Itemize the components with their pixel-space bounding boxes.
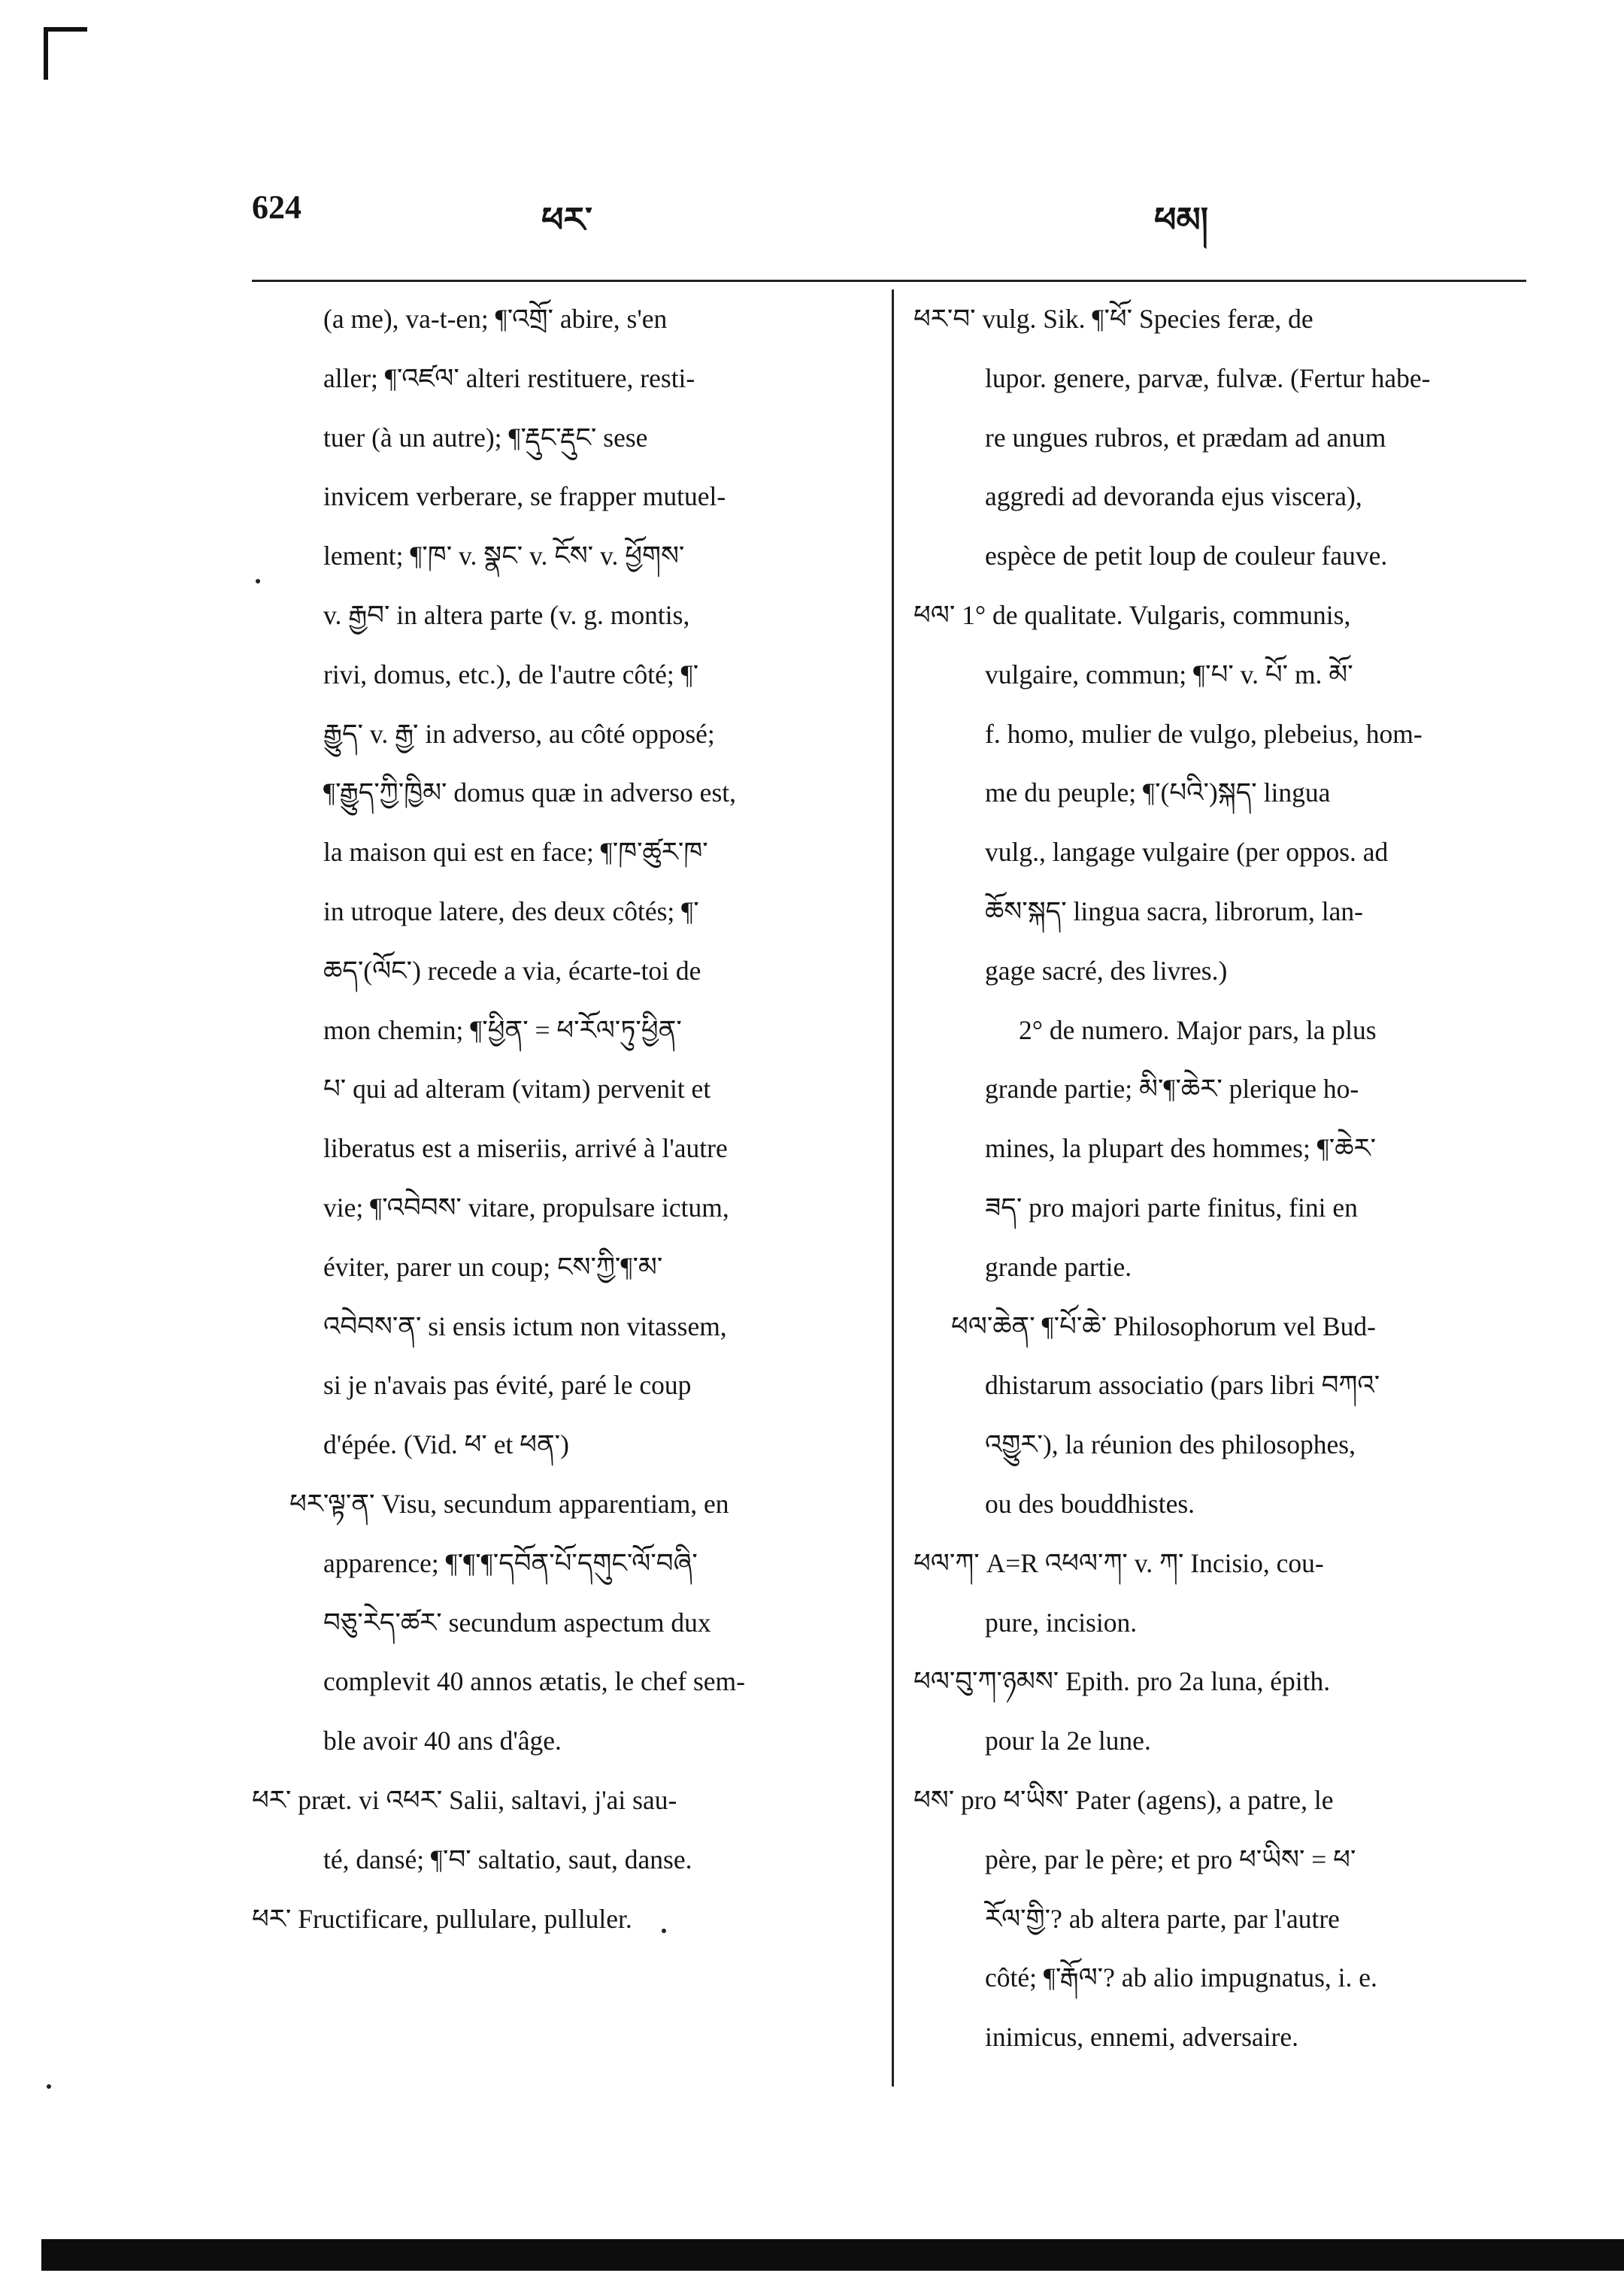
- text-line: vie; ¶་འབེབས་ vitare, propulsare ictum,: [323, 1192, 729, 1223]
- text-line: in utroque latere, des deux côtés; ¶་: [323, 896, 699, 926]
- text-line: invicem verberare, se frapper mutuel-: [323, 481, 726, 512]
- text-line: རྒྱུད་ v. རྒྱ་ in adverso, au côté opposé;: [323, 718, 715, 749]
- header-rule: [252, 280, 1526, 282]
- text-line: apparence; ¶་¶་¶་དབོན་པོ་དགུང་ལོ་བཞི་: [323, 1547, 698, 1578]
- page-corner-mark: [44, 27, 87, 32]
- left-column: [252, 289, 880, 1948]
- text-line: mon chemin; ¶་ཕྱིན་ = ཕ་རོལ་ཏུ་ཕྱིན་: [323, 1014, 682, 1045]
- text-line: grande partie; མི་¶་ཆེར་ plerique ho-: [985, 1074, 1359, 1105]
- text-line: d'épée. (Vid. ཕ་ et ཕན་): [323, 1429, 569, 1460]
- text-line: la maison qui est en face; ¶་ཁ་ཚུར་ཁ་: [323, 837, 708, 868]
- text-line: འབེབས་ན་ si ensis ictum non vitassem,: [323, 1311, 727, 1341]
- column-divider: [892, 289, 894, 2087]
- text-line: tuer (à un autre); ¶་རྡུང་རྡུང་ sese: [323, 422, 648, 453]
- text-line: ཆོས་སྐད་ lingua sacra, librorum, lan-: [985, 896, 1363, 926]
- text-line: lupor. genere, parvæ, fulvæ. (Fertur habe-: [985, 362, 1431, 393]
- text-line: liberatus est a miseriis, arrivé à l'autre: [323, 1133, 728, 1164]
- text-line: ¶་རྒྱུད་ཀྱི་ཁྱིམ་ domus quæ in adverso est,: [323, 777, 736, 808]
- text-line: me du peuple; ¶་(པའི་)སྐད་ lingua: [985, 777, 1331, 808]
- text-line: v. རྒྱབ་ in altera parte (v. g. montis,: [323, 599, 690, 630]
- text-line: inimicus, ennemi, adversaire.: [985, 2022, 1298, 2053]
- text-line: pure, incision.: [985, 1607, 1138, 1638]
- text-line: པ་ qui ad alteram (vitam) pervenit et: [323, 1074, 711, 1105]
- text-line: rivi, domus, etc.), de l'autre côté; ¶་: [323, 659, 699, 689]
- text-line: vulgaire, commun; ¶་པ་ v. པོ་ m. མོ་: [985, 659, 1353, 689]
- entry-headword-line: ཕས་ pro ཕ་ཡིས་ Pater (agens), a patre, le: [914, 1784, 1334, 1815]
- ink-speck: [256, 579, 260, 583]
- text-line: ཟད་ pro majori parte finitus, fini en: [985, 1192, 1358, 1223]
- text-line: gage sacré, des livres.): [985, 955, 1228, 986]
- text-line: pour la 2e lune.: [985, 1726, 1151, 1756]
- right-column: [914, 289, 1534, 2067]
- entry-headword-line: ཕལ་ཆེན་ ¶་པོ་ཆེ་ Philosophorum vel Bud-: [951, 1311, 1377, 1341]
- entry-headword-line: ཕལ་ 1° de qualitate. Vulgaris, communis,: [914, 599, 1351, 630]
- running-head-left: ཕར་: [541, 199, 592, 240]
- text-line: côté; ¶་རྒོལ་? ab alio impugnatus, i. e.: [985, 1962, 1377, 1993]
- text-line: si je n'avais pas évité, paré le coup: [323, 1370, 692, 1401]
- page-corner-mark-vertical: [44, 27, 48, 80]
- entry-headword-line: ཕར་ præt. vi འཕར་ Salii, saltavi, j'ai sau-: [252, 1784, 677, 1815]
- text-line: grande partie.: [985, 1251, 1132, 1282]
- scan-bottom-edge: [41, 2239, 1624, 2271]
- text-line: aller; ¶་འཛལ་ alteri restituere, resti-: [323, 362, 695, 393]
- text-line: complevit 40 annos ætatis, le chef sem-: [323, 1666, 745, 1697]
- entry-headword-line: ཕར་ལྟ་ན་ Visu, secundum apparentiam, en: [289, 1488, 729, 1519]
- text-line: འགྱུར་), la réunion des philosophes,: [985, 1429, 1356, 1460]
- ink-speck: [662, 1929, 666, 1933]
- text-line: (a me), va-t-en; ¶་འགྲོ་ abire, s'en: [323, 304, 668, 334]
- text-line: éviter, parer un coup; ངས་ཀྱི་¶་མ་: [323, 1251, 663, 1282]
- text-line: lement; ¶་ཁ་ v. སྣང་ v. ངོས་ v. ཕྱོགས་: [323, 541, 685, 571]
- text-line: ble avoir 40 ans d'âge.: [323, 1726, 562, 1756]
- text-line: བཅུ་རེད་ཚར་ secundum aspectum dux: [323, 1607, 711, 1638]
- text-line: re ungues rubros, et prædam ad anum: [985, 422, 1386, 453]
- entry-headword-line: ཕལ་ཀ་ A=R འཕལ་ཀ་ v. ཀ་ Incisio, cou-: [914, 1547, 1324, 1578]
- entry-headword-line: ཕར་བ་ vulg. Sik. ¶་ཕོ་ Species feræ, de: [914, 304, 1313, 334]
- text-line: vulg., langage vulgaire (per oppos. ad: [985, 837, 1389, 868]
- text-line: mines, la plupart des hommes; ¶་ཆེར་: [985, 1133, 1377, 1164]
- entry-headword-line: ཕལ་བུ་ཀ་ཉམས་ Epith. pro 2a luna, épith.: [914, 1666, 1331, 1697]
- ink-speck: [47, 2084, 51, 2089]
- text-line: f. homo, mulier de vulgo, plebeius, hom-: [985, 718, 1423, 749]
- text-line: རོལ་གྱི་? ab altera parte, par l'autre: [985, 1903, 1340, 1934]
- text-line: ཆད་(ལོང་) recede a via, écarte-toi de: [323, 955, 701, 986]
- entry-headword-line: ཕར་ Fructificare, pullulare, pulluler.: [252, 1903, 632, 1934]
- text-line: espèce de petit loup de couleur fauve.: [985, 541, 1388, 571]
- page-number: 624: [252, 189, 301, 226]
- text-line: té, dansé; ¶་བ་ saltatio, saut, danse.: [323, 1844, 692, 1874]
- text-line: aggredi ad devoranda ejus viscera),: [985, 481, 1362, 512]
- text-line: dhistarum associatio (pars libri བཀའ་: [985, 1370, 1380, 1401]
- page-header: [0, 188, 1624, 256]
- text-line: ou des bouddhistes.: [985, 1488, 1195, 1519]
- running-head-right: ཕམ།: [1154, 199, 1208, 240]
- text-line: père, par le père; et pro ཕ་ཡིས་ = ཕ་: [985, 1844, 1356, 1874]
- text-line: 2° de numero. Major pars, la plus: [1019, 1014, 1377, 1045]
